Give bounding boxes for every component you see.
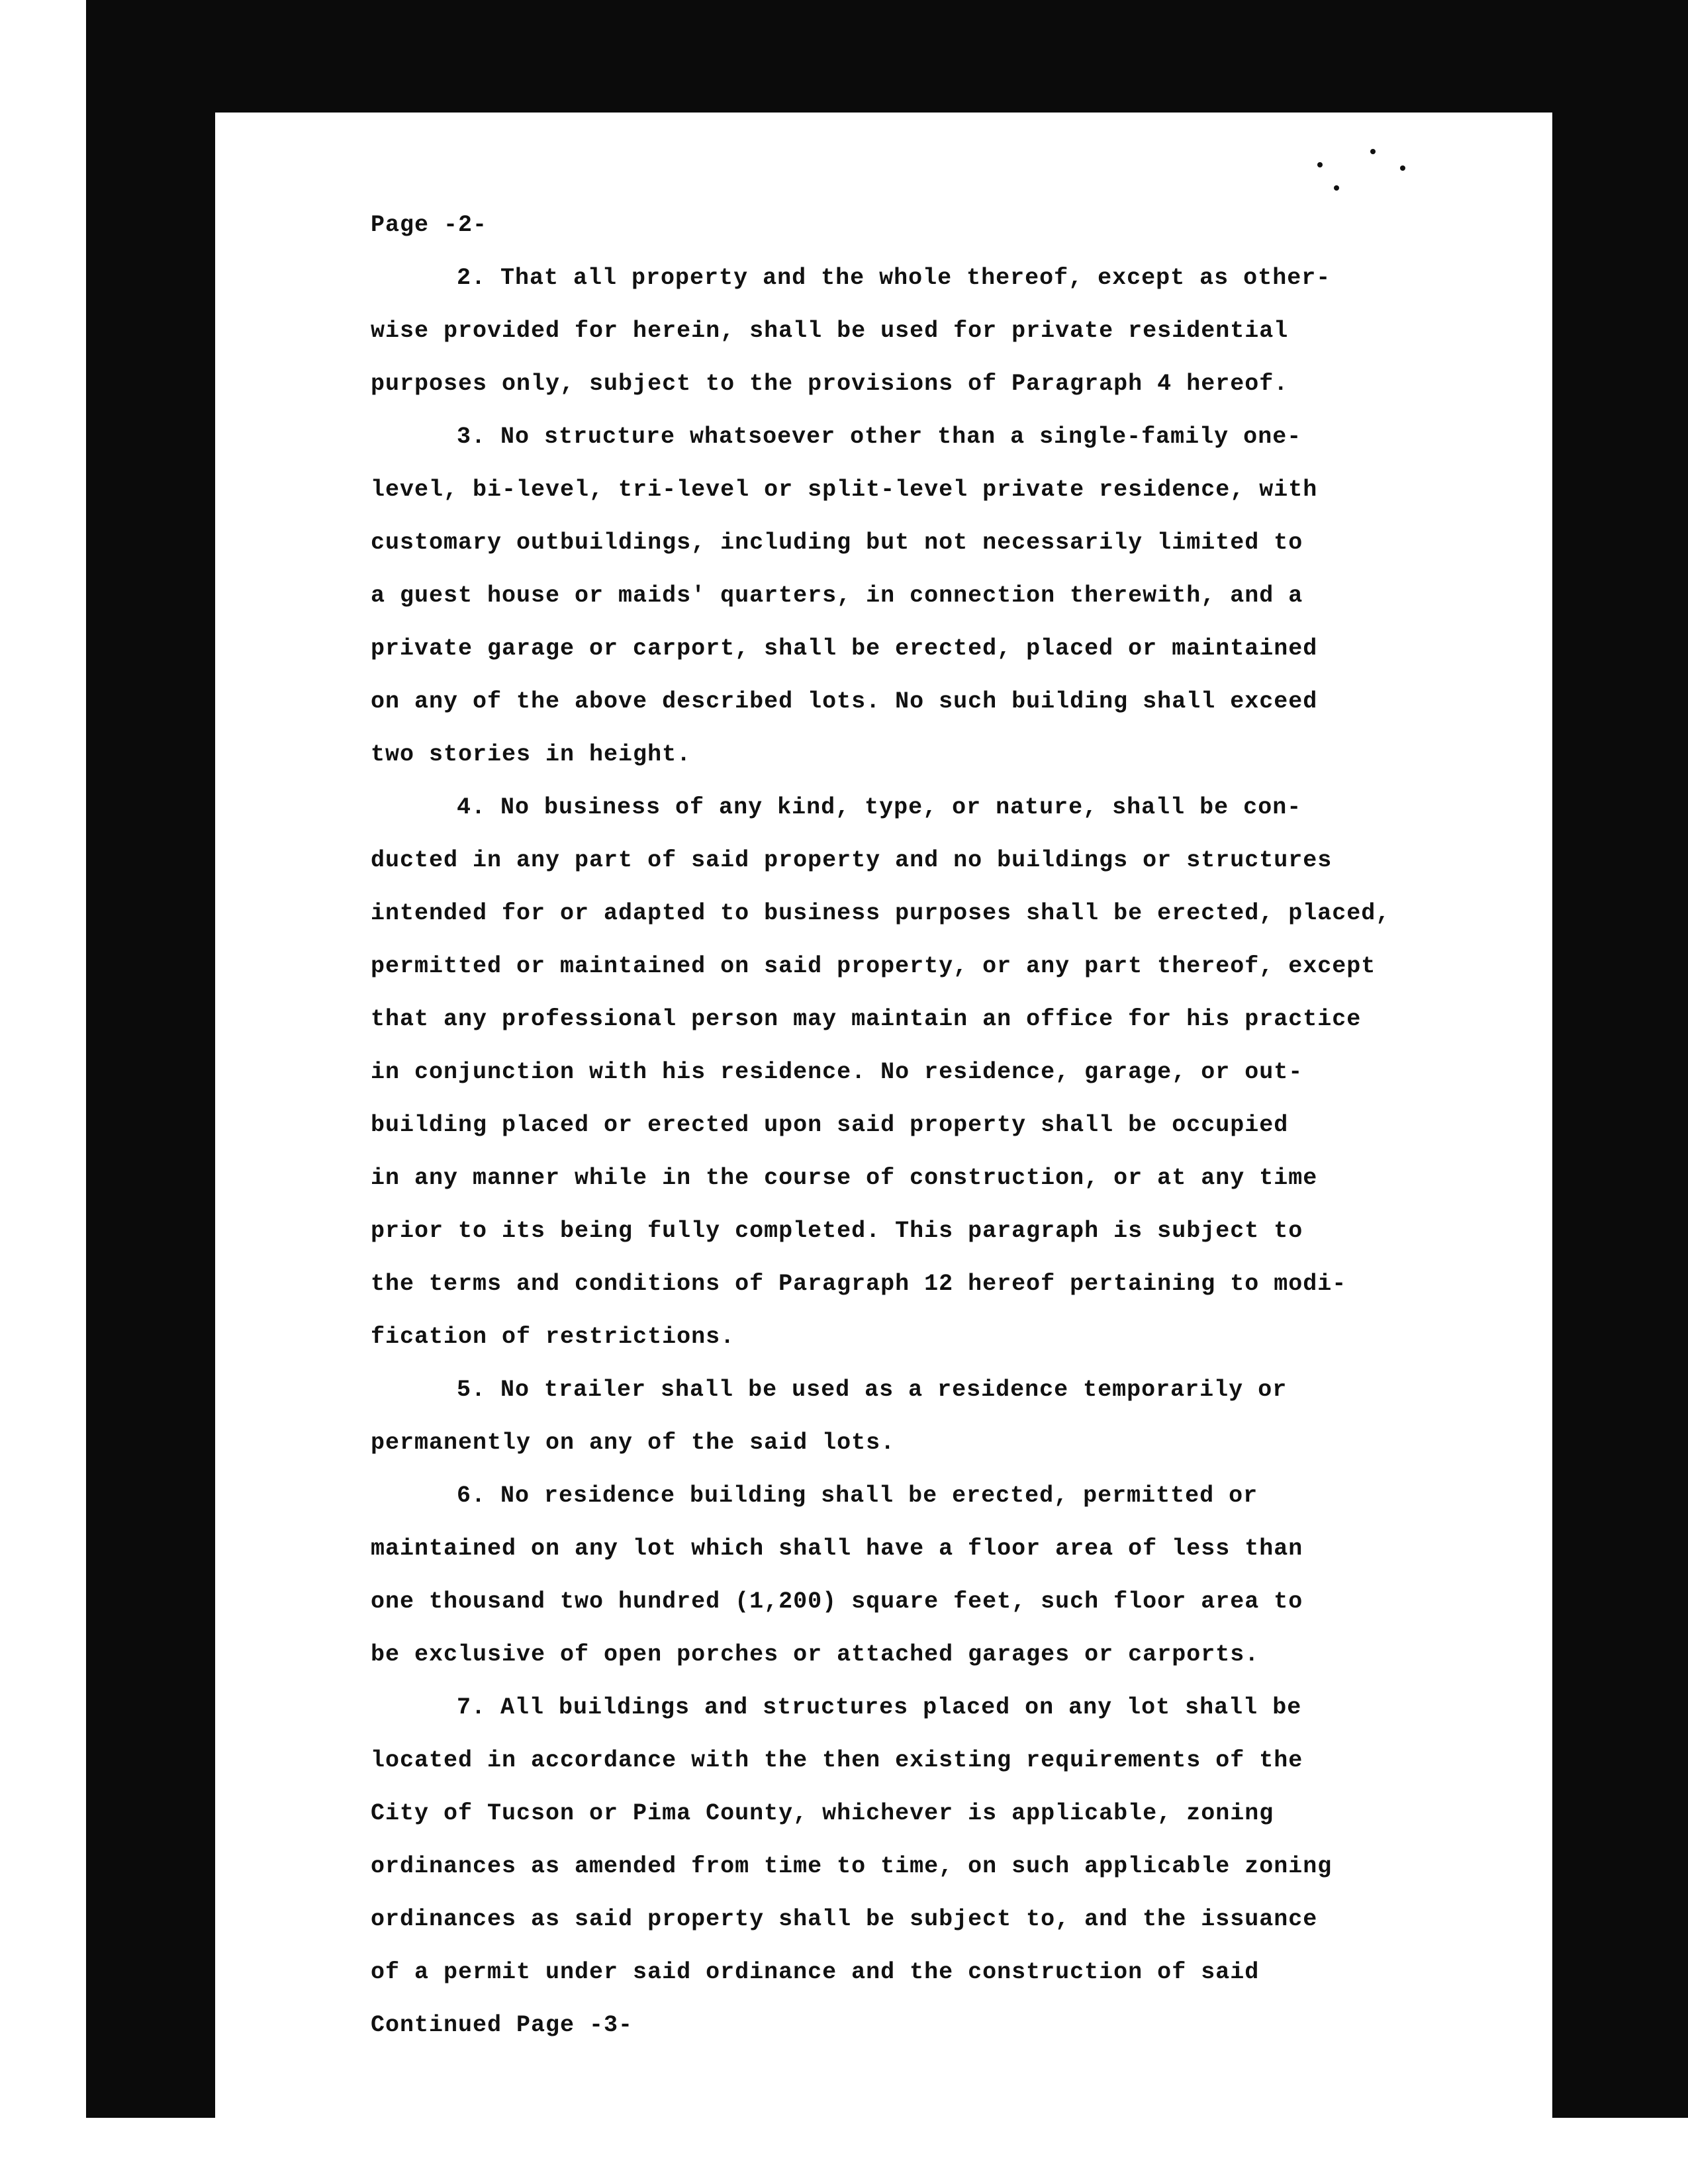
page-footer: Continued Page -3- — [371, 2012, 633, 2038]
paragraph-3-line-7: two stories in height. — [371, 741, 692, 768]
scan-border-left — [86, 0, 215, 2118]
paragraph-4-line-3: intended for or adapted to business purposes shall be erected, placed, — [371, 900, 1391, 927]
scan-border-right — [1552, 0, 1688, 2118]
paragraph-2-line-3: purposes only, subject to the provisions of Paragraph 4 hereof. — [371, 371, 1289, 397]
paragraph-5-line-2: permanently on any of the said lots. — [371, 1430, 896, 1456]
paragraph-2-line-2: wise provided for herein, shall be used for private residential — [371, 318, 1289, 344]
speck-mark — [1334, 185, 1339, 191]
paragraph-3-line-4: a guest house or maids' quarters, in connection therewith, and a — [371, 582, 1303, 609]
paragraph-7-line-2: located in accordance with the then existing requirements of the — [371, 1747, 1303, 1774]
paragraph-6-line-3: one thousand two hundred (1,200) square feet, such floor area to — [371, 1588, 1303, 1615]
paragraph-4-line-4: permitted or maintained on said property, or any part thereof, except — [371, 953, 1376, 979]
paragraph-3-line-1: 3. No structure whatsoever other than a single-family one- — [457, 424, 1302, 450]
paragraph-4-line-5: that any professional person may maintain an office for his practice — [371, 1006, 1362, 1032]
paragraph-4-line-7: building placed or erected upon said property shall be occupied — [371, 1112, 1289, 1138]
speck-mark — [1400, 165, 1405, 171]
paragraph-2-line-1: 2. That all property and the whole thereof, except as other- — [457, 265, 1331, 291]
paragraph-7-line-1: 7. All buildings and structures placed on any lot shall be — [457, 1694, 1302, 1721]
paragraph-6-line-1: 6. No residence building shall be erected, permitted or — [457, 1482, 1258, 1509]
paragraph-7-line-3: City of Tucson or Pima County, whichever is applicable, zoning — [371, 1800, 1274, 1827]
paragraph-7-line-6: of a permit under said ordinance and the construction of said — [371, 1959, 1260, 1985]
typed-document-body — [371, 199, 1496, 2052]
paragraph-6-line-4: be exclusive of open porches or attached garages or carports. — [371, 1641, 1260, 1668]
paragraph-3-line-2: level, bi-level, tri-level or split-level private residence, with — [371, 477, 1318, 503]
paragraph-4-line-10: the terms and conditions of Paragraph 12 hereof pertaining to modi- — [371, 1271, 1347, 1297]
paragraph-4-line-1: 4. No business of any kind, type, or nature, shall be con- — [457, 794, 1302, 821]
paragraph-4-line-2: ducted in any part of said property and no buildings or structures — [371, 847, 1333, 874]
paragraph-4-line-9: prior to its being fully completed. This paragraph is subject to — [371, 1218, 1303, 1244]
paragraph-3-line-6: on any of the above described lots. No such building shall exceed — [371, 688, 1318, 715]
paragraph-4-line-11: fication of restrictions. — [371, 1324, 735, 1350]
paragraph-3-line-5: private garage or carport, shall be erected, placed or maintained — [371, 635, 1318, 662]
paragraph-4-line-6: in conjunction with his residence. No residence, garage, or out- — [371, 1059, 1303, 1085]
page-header: Page -2- — [371, 212, 488, 238]
scan-border-top — [86, 0, 1688, 113]
paragraph-6-line-2: maintained on any lot which shall have a floor area of less than — [371, 1535, 1303, 1562]
paragraph-3-line-3: customary outbuildings, including but not necessarily limited to — [371, 529, 1303, 556]
paragraph-7-line-4: ordinances as amended from time to time, on such applicable zoning — [371, 1853, 1333, 1880]
paragraph-4-line-8: in any manner while in the course of construction, or at any time — [371, 1165, 1318, 1191]
paragraph-7-line-5: ordinances as said property shall be subject to, and the issuance — [371, 1906, 1318, 1933]
speck-mark — [1317, 162, 1323, 167]
speck-mark — [1370, 149, 1376, 154]
paragraph-5-line-1: 5. No trailer shall be used as a residence temporarily or — [457, 1377, 1288, 1403]
